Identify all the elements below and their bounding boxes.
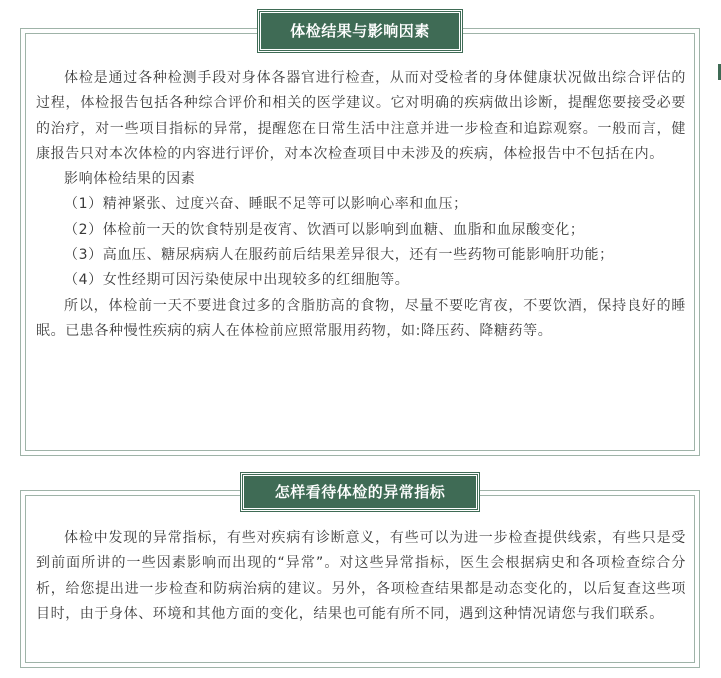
factor-item: （4）女性经期可因污染使尿中出现较多的红细胞等。 [64, 272, 410, 289]
factor-item: （3）高血压、糖尿病病人在服药前后结果差异很大，还有一些药物可能影响肝功能； [64, 247, 614, 264]
intro-paragraph: 体检是通过各种检测手段对身体各器官进行检查，从而对受检者的身体健康状况做出综合评估的过程，体检报告包括各种综合评价和相关的医学建议。它对明确的疾病做出诊断，提醒您要接受必要的治疗，对一些项目指标的异常，提醒您在日常生活中注意并进一步检查和追踪观察。一般而言，健康报告只对本次体检的内容进行评价，对本次检查项目中未涉及的疾病，体检报告中不包括在内。 [36, 70, 686, 162]
section-title-abnormal-indicators: 怎样看待体检的异常指标 [241, 473, 479, 511]
abnormal-paragraph: 体检中发现的异常指标，有些对疾病有诊断意义，有些可以为进一步检查提供线索，有些只是受到前面所讲的一些因素影响而出现的“异常”。对这些异常指标，医生会根据病史和各项检查综合分析，给您提出进一步检查和防病治病的建议。另外，各项检查结果都是动态变化的，以后复查这些项目时，由于身体、环境和其他方面的变化，结果也可能有所不同，遇到这种情况请您与我们联系。 [36, 530, 686, 622]
factor-item: （1）精神紧张、过度兴奋、睡眠不足等可以影响心率和血压； [64, 196, 468, 213]
factors-heading: 影响体检结果的因素 [64, 171, 196, 188]
factor-item: （2）体检前一天的饮食特别是夜宵、饮酒可以影响到血糖、血脂和血尿酸变化； [64, 221, 585, 238]
section-title-results-factors: 体检结果与影响因素 [258, 10, 462, 52]
section-content-abnormal-indicators [36, 526, 686, 627]
section-content-results-factors [36, 66, 686, 344]
conclusion-paragraph: 所以，体检前一天不要进食过多的含脂肪高的食物，尽量不要吃宵夜，不要饮酒，保持良好的睡眠。已患各种慢性疾病的病人在体检前应照常服用药物，如:降压药、降糖药等。 [36, 297, 686, 339]
